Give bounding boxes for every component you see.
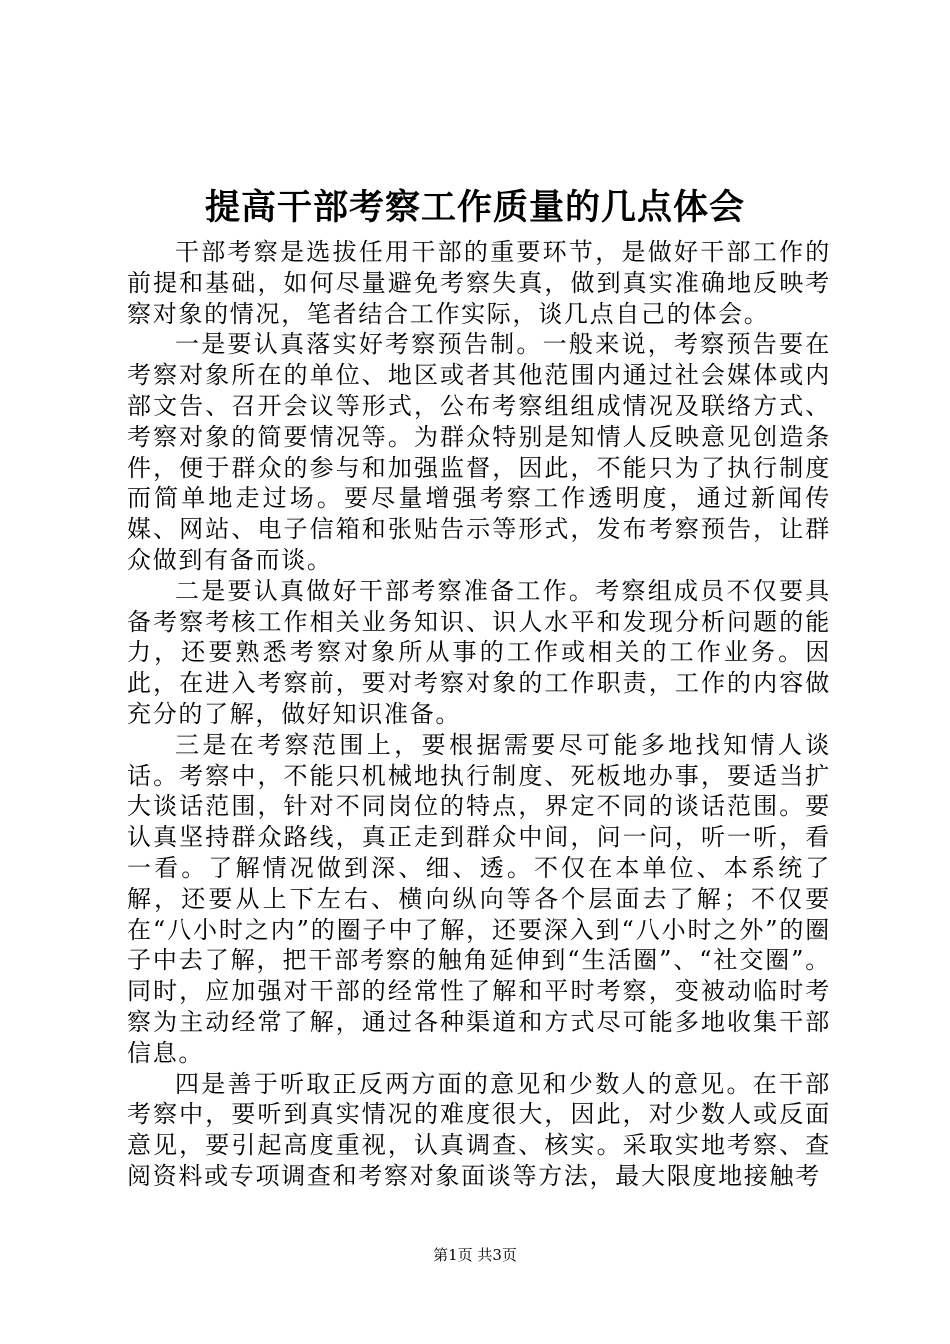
paragraph-point-one: 一是要认真落实好考察预告制。一般来说，考察预告要在考察对象所在的单位、地区或者其他范围内通过社会媒体或内部文告、召开会议等形式，公布考察组组成情况及联络方式、考察对象的简要情况等。为群众特别是知情人反映意见创造条件，便于群众的参与和加强监督，因此，不能只为了执行制度而简单地走过场。要尽量增强考察工作透明度，通过新闻传媒、网站、电子信箱和张贴告示等形式，发布考察预告，让群众做到有备而谈。 (127, 330, 831, 574)
paragraph-point-two: 二是要认真做好干部考察准备工作。考察组成员不仅要具备考察考核工作相关业务知识、识人水平和发现分析问题的能力，还要熟悉考察对象所从事的工作或相关的工作业务。因此，在进入考察前，要对考察对象的工作职责，工作的内容做充分的了解，做好知识准备。 (127, 576, 831, 728)
paragraph-intro: 干部考察是选拔任用干部的重要环节，是做好干部工作的前提和基础，如何尽量避免考察失真，做到真实准确地反映考察对象的情况，笔者结合工作实际，谈几点自己的体会。 (127, 238, 831, 328)
paragraph-point-four: 四是善于听取正反两方面的意见和少数人的意见。在干部考察中，要听到真实情况的难度很大，因此，对少数人或反面意见，要引起高度重视，认真调查、核实。采取实地考察、查阅资料或专项调查和考察对象面谈等方法，最大限度地接触考 (127, 1069, 831, 1190)
document-title: 提高干部考察工作质量的几点体会 (204, 187, 745, 228)
paragraph-point-three: 三是在考察范围上，要根据需要尽可能多地找知情人谈话。考察中，不能只机械地执行制度、死板地办事，要适当扩大谈话范围，针对不同岗位的特点，界定不同的谈话范围。要认真坚持群众路线，真正走到群众中间，问一问，听一听，看一看。了解情况做到深、细、透。不仅在本单位、本系统了解，还要从上下左右、横向纵向等各个层面去了解；不仅要在“八小时之内”的圈子中了解，还要深入到“八小时之外”的圈子中去了解，把干部考察的触角延伸到“生活圈”、“社交圈”。同时，应加强对干部的经常性了解和平时考察，变被动临时考察为主动经常了解，通过各种渠道和方式尽可能多地收集干部信息。 (127, 730, 831, 1067)
document-body (127, 237, 831, 1192)
page-number-footer: 第1页 共3页 (433, 1246, 517, 1264)
